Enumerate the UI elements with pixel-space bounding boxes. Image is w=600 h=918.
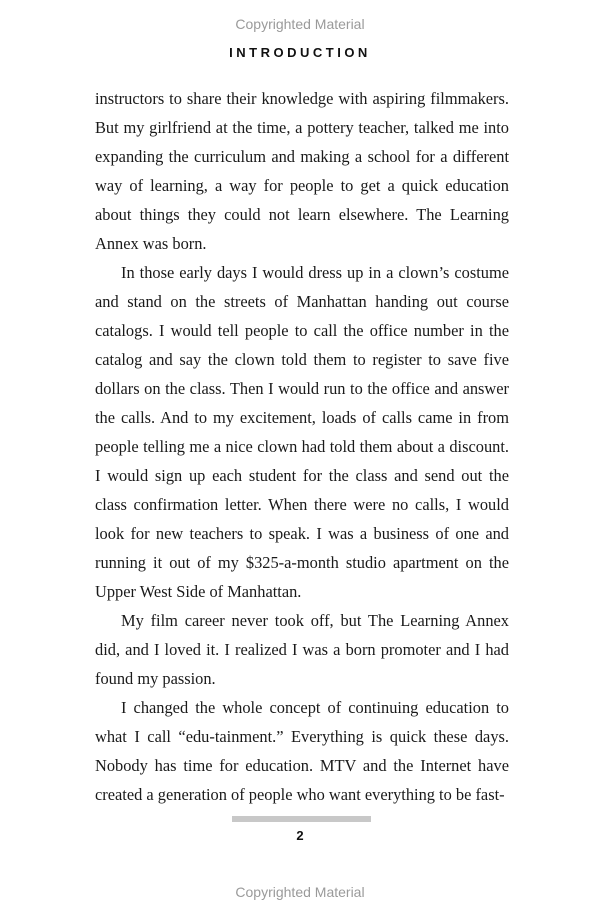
body-text [95,84,509,809]
paragraph-1: instructors to share their knowledge with aspiring filmmakers. But my girlfriend at the time, a pottery teacher, talked me into expanding the curriculum and making a school for a different way of learning, a way for people to get a quick education about things they could not learn elsewhere. The Learning Annex was born. [95,89,509,253]
paragraph-4: I changed the whole concept of continuing education to what I call “edu-tainment.” Everything is quick these days. Nobody has time for education. MTV and the Internet have created a generation of people who want everything to be fast- [95,698,509,804]
running-head: INTRODUCTION [229,45,371,60]
paragraph-2: In those early days I would dress up in a clown’s costume and stand on the streets of Manhattan handing out course catalogs. I would tell people to call the office number in the catalog and say the clown told them to register to save five dollars on the class. Then I would run to the office and answer the calls. And to my excitement, loads of calls came in from people telling me a nice clown had told them about a discount. I would sign up each student for the class and send out the class confirmation letter. When there were no calls, I would look for new teachers to speak. I was a business of one and running it out of my $325-a-month studio apartment on the Upper West Side of Manhattan. [95,263,509,601]
copyright-watermark-bottom: Copyrighted Material [235,884,365,900]
paragraph-3: My film career never took off, but The Learning Annex did, and I loved it. I realized I was a born promoter and I had found my passion. [95,611,509,688]
page-number: 2 [296,828,304,843]
footer-rule [232,816,371,822]
copyright-watermark-top: Copyrighted Material [235,16,365,32]
